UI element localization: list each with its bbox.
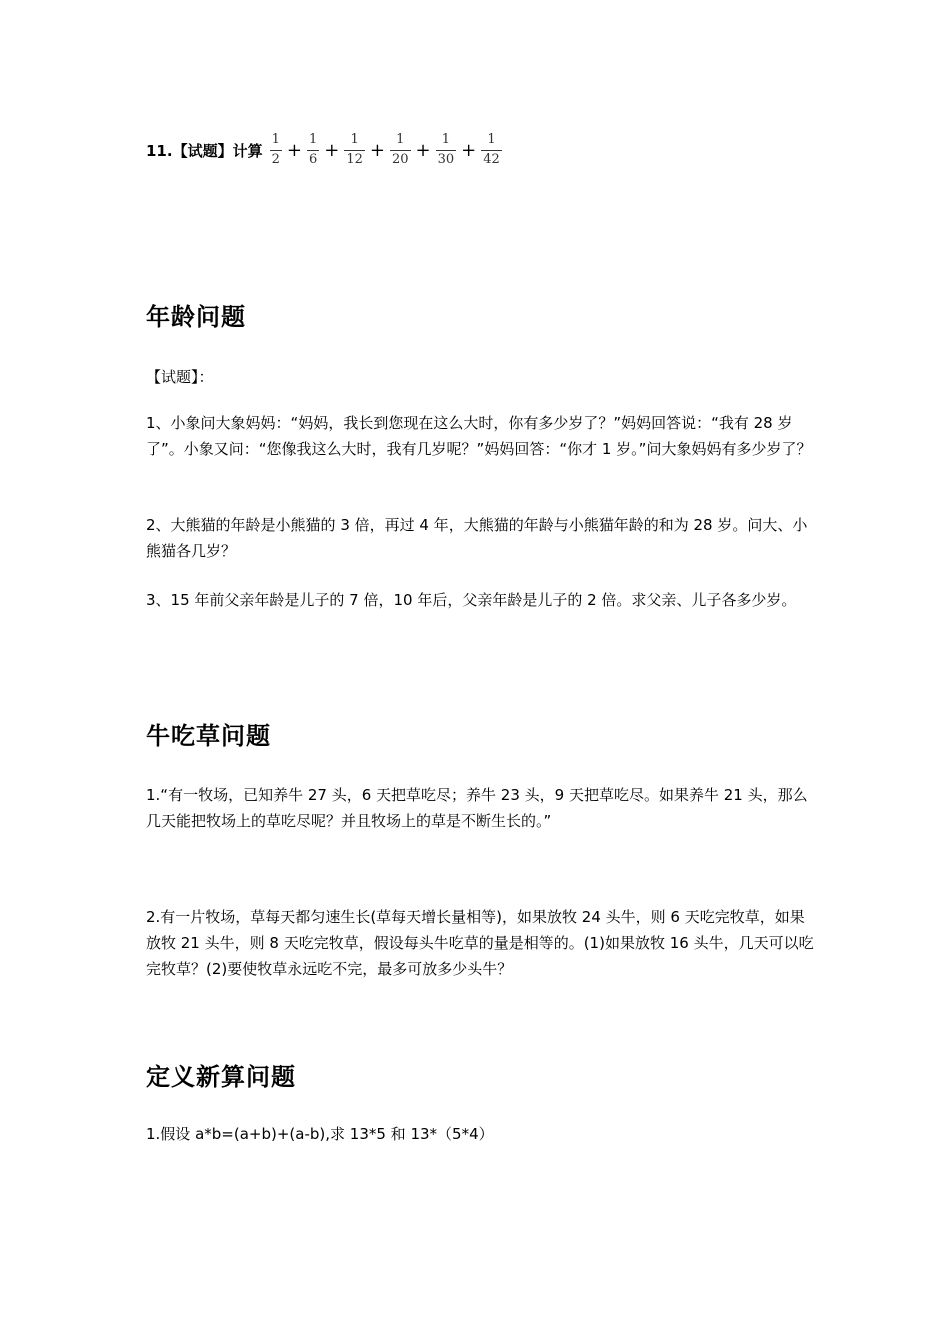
age-problem-3: 3、15 年前父亲年龄是儿子的 7 倍，10 年后，父亲年龄是儿子的 2 倍。求父亲、儿子各多少岁。: [146, 591, 797, 609]
fraction-4: $\frac{1}{20}$: [391, 131, 409, 167]
grass-problem-1: 1.“有一牧场，已知养牛 27 头，6 天把草吃尽；养牛 23 头，9 天把草吃尽。如果养牛 21 头，那么几天能把牧场上的草吃尽呢？并且牧场上的草是不断生长的。”: [146, 786, 808, 830]
exercise-label: 【试题】：: [146, 368, 214, 386]
plus-sign: +: [286, 139, 302, 161]
fraction-3: $\frac{1}{12}$: [346, 131, 363, 167]
age-problem-1: 1、小象问大象妈妈：“妈妈，我长到您现在这么大时，你有多少岁了？”妈妈回答说：“我有 28 岁了”。小象又问：“您像我这么大时，我有几岁呢？”妈妈回答：“你才 1 岁。”问大象妈妈有多少岁了？: [146, 414, 812, 458]
fraction-5: $\frac{1}{30}$: [437, 131, 455, 167]
grass-problem-2: 2.有一片牧场，草每天都匀速生长(草每天增长量相等)，如果放牧 24 头牛，则 6 天吃完牧草，如果放牧 21 头牛，则 8 天吃完牧草，假设每头牛吃草的量是相等的。(1)如果放牧 16 头牛，几天可以吃完牧草？(2)要使牧草永远吃不完，最多可放多少头牛？: [146, 908, 814, 978]
new-operation-problem-1: 1.假设 a*b=(a+b)+(a-b),求 13*5 和 13*（5*4）: [146, 1125, 494, 1143]
heading-age-problems: 年龄问题: [146, 303, 246, 331]
fraction-6: $\frac{1}{42}$: [483, 131, 500, 167]
problem-11-lead: 11.【试题】计算: [146, 141, 263, 160]
plus-sign: +: [324, 139, 340, 161]
heading-grass-problems: 牛吃草问题: [146, 722, 271, 750]
heading-new-operation: 定义新算问题: [146, 1063, 296, 1091]
plus-sign: +: [415, 139, 431, 161]
plus-sign: +: [461, 139, 477, 161]
plus-sign: +: [369, 139, 385, 161]
fraction-2: $\frac{1}{6}$: [308, 131, 318, 167]
problem-11: [146, 127, 505, 173]
age-problem-2: 2、大熊猫的年龄是小熊猫的 3 倍，再过 4 年，大熊猫的年龄与小熊猫年龄的和为 28 岁。问大、小熊猫各几岁？: [146, 516, 808, 560]
fraction-1: $\frac{1}{2}$: [271, 131, 280, 167]
